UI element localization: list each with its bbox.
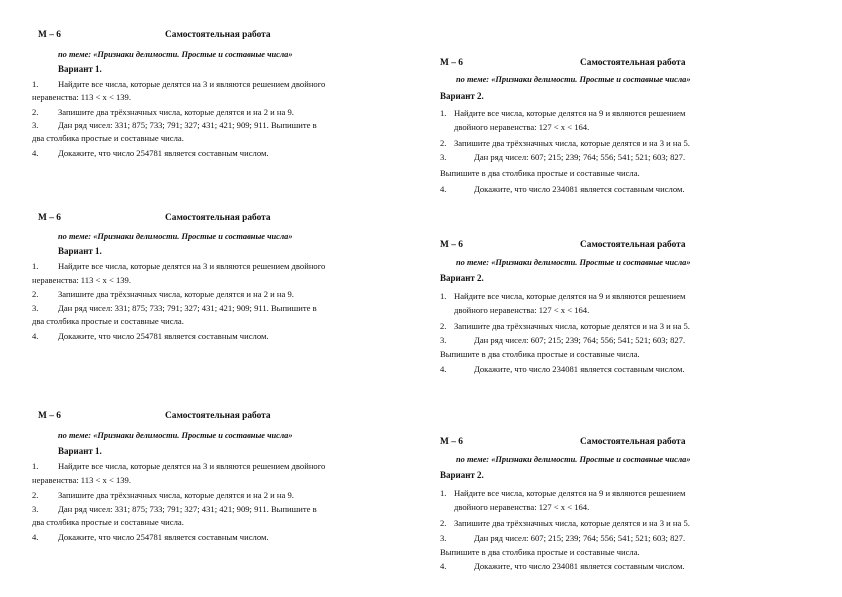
task-3-text-cont: два столбика простые и составные числа. <box>32 517 184 527</box>
variant-label: Вариант 2. <box>440 273 484 283</box>
task-1-inequality: неравенства: 113 < x < 139. <box>32 92 132 102</box>
task-4-text: Докажите, что число 254781 является составным числом. <box>58 331 269 341</box>
task-2-number: 2. <box>440 138 447 148</box>
grade-label: М – 6 <box>440 58 463 68</box>
task-1-inequality: двойного неравенства: 127 < x < 164. <box>454 122 590 132</box>
task-4-number: 4. <box>32 331 39 341</box>
task-3-text-cont: Выпишите в два столбика простые и составные числа. <box>440 168 640 178</box>
task-1-inequality: неравенства: 113 < x < 139. <box>32 275 132 285</box>
task-2-number: 2. <box>32 490 39 500</box>
task-2-text: Запишите два трёхзначных числа, которые делятся и на 3 и на 5. <box>454 518 690 528</box>
task-1-inequality: двойного неравенства: 127 < x < 164. <box>454 502 590 512</box>
task-3-number: 3. <box>440 335 447 345</box>
task-3-text-cont: Выпишите в два столбика простые и составные числа. <box>440 349 640 359</box>
card-variant-1-a <box>32 30 408 190</box>
grade-label: М – 6 <box>38 30 61 40</box>
work-title: Самостоятельная работа <box>165 30 271 40</box>
grade-label: М – 6 <box>38 411 61 421</box>
task-1-text: Найдите все числа, которые делятся на 9 и являются решением <box>454 291 686 301</box>
topic-line: по теме: «Признаки делимости. Простые и составные числа» <box>456 75 691 84</box>
task-2-text: Запишите два трёхзначных числа, которые делятся и на 2 и на 9. <box>58 289 294 299</box>
task-3-text-cont: два столбика простые и составные числа. <box>32 133 184 143</box>
task-2-text: Запишите два трёхзначных числа, которые делятся и на 2 и на 9. <box>58 107 294 117</box>
grade-label: М – 6 <box>440 437 463 447</box>
task-4-number: 4. <box>440 364 447 374</box>
task-2-number: 2. <box>32 107 39 117</box>
variant-label: Вариант 1. <box>58 246 102 256</box>
task-1-inequality: двойного неравенства: 127 < x < 164. <box>454 305 590 315</box>
task-2-text: Запишите два трёхзначных числа, которые делятся и на 3 и на 5. <box>454 138 690 148</box>
work-title: Самостоятельная работа <box>580 437 686 447</box>
task-3-text-cont: два столбика простые и составные числа. <box>32 316 184 326</box>
task-3-text: Дан ряд чисел: 607; 215; 239; 764; 556; 541; 521; 603; 827. <box>474 533 686 543</box>
task-2-number: 2. <box>440 518 447 528</box>
topic-line: по теме: «Признаки делимости. Простые и составные числа» <box>58 232 293 241</box>
task-1-text: Найдите все числа, которые делятся на 3 и являются решением двойного <box>58 461 326 471</box>
variant-label: Вариант 1. <box>58 446 102 456</box>
task-4-text: Докажите, что число 254781 является составным числом. <box>58 532 269 542</box>
task-4-text: Докажите, что число 234081 является составным числом. <box>474 364 685 374</box>
task-4-text: Докажите, что число 254781 является составным числом. <box>58 148 269 158</box>
task-4-number: 4. <box>440 184 447 194</box>
task-3-text-cont: Выпишите в два столбика простые и составные числа. <box>440 547 640 557</box>
task-1-number: 1. <box>440 108 447 118</box>
task-4-number: 4. <box>440 561 447 571</box>
task-1-number: 1. <box>32 461 39 471</box>
variant-label: Вариант 1. <box>58 64 102 74</box>
task-3-text: Дан ряд чисел: 607; 215; 239; 764; 556; 541; 521; 603; 827. <box>474 335 686 345</box>
task-1-text: Найдите все числа, которые делятся на 9 и являются решением <box>454 108 686 118</box>
topic-line: по теме: «Признаки делимости. Простые и составные числа» <box>58 431 293 440</box>
task-4-text: Докажите, что число 234081 является составным числом. <box>474 184 685 194</box>
task-3-number: 3. <box>440 152 447 162</box>
card-variant-1-c <box>32 411 408 571</box>
task-2-number: 2. <box>440 321 447 331</box>
task-2-number: 2. <box>32 289 39 299</box>
card-variant-1-b <box>32 213 408 373</box>
card-variant-2-c <box>440 437 810 597</box>
task-1-number: 1. <box>440 291 447 301</box>
topic-line: по теме: «Признаки делимости. Простые и составные числа» <box>456 455 691 464</box>
task-1-number: 1. <box>32 261 39 271</box>
task-1-text: Найдите все числа, которые делятся на 3 и являются решением двойного <box>58 79 326 89</box>
work-title: Самостоятельная работа <box>580 58 686 68</box>
work-title: Самостоятельная работа <box>165 411 271 421</box>
task-2-text: Запишите два трёхзначных числа, которые делятся и на 2 и на 9. <box>58 490 294 500</box>
card-variant-2-b <box>440 240 810 400</box>
task-3-text: Дан ряд чисел: 331; 875; 733; 791; 327; 431; 421; 909; 911. Выпишите в <box>58 303 317 313</box>
task-1-text: Найдите все числа, которые делятся на 9 и являются решением <box>454 488 686 498</box>
card-variant-2-a <box>440 58 810 218</box>
grade-label: М – 6 <box>38 213 61 223</box>
task-4-number: 4. <box>32 532 39 542</box>
task-4-text: Докажите, что число 234081 является составным числом. <box>474 561 685 571</box>
task-3-number: 3. <box>440 533 447 543</box>
task-3-text: Дан ряд чисел: 607; 215; 239; 764; 556; 541; 521; 603; 827. <box>474 152 686 162</box>
work-title: Самостоятельная работа <box>580 240 686 250</box>
task-3-text: Дан ряд чисел: 331; 875; 733; 791; 327; 431; 421; 909; 911. Выпишите в <box>58 504 317 514</box>
task-1-text: Найдите все числа, которые делятся на 3 и являются решением двойного <box>58 261 326 271</box>
task-2-text: Запишите два трёхзначных числа, которые делятся и на 3 и на 5. <box>454 321 690 331</box>
grade-label: М – 6 <box>440 240 463 250</box>
task-3-text: Дан ряд чисел: 331; 875; 733; 791; 327; 431; 421; 909; 911. Выпишите в <box>58 120 317 130</box>
work-title: Самостоятельная работа <box>165 213 271 223</box>
topic-line: по теме: «Признаки делимости. Простые и составные числа» <box>456 258 691 267</box>
task-3-number: 3. <box>32 504 39 514</box>
task-1-number: 1. <box>440 488 447 498</box>
task-4-number: 4. <box>32 148 39 158</box>
task-3-number: 3. <box>32 120 39 130</box>
variant-label: Вариант 2. <box>440 470 484 480</box>
topic-line: по теме: «Признаки делимости. Простые и составные числа» <box>58 50 293 59</box>
variant-label: Вариант 2. <box>440 91 484 101</box>
task-1-number: 1. <box>32 79 39 89</box>
task-3-number: 3. <box>32 303 39 313</box>
task-1-inequality: неравенства: 113 < x < 139. <box>32 475 132 485</box>
